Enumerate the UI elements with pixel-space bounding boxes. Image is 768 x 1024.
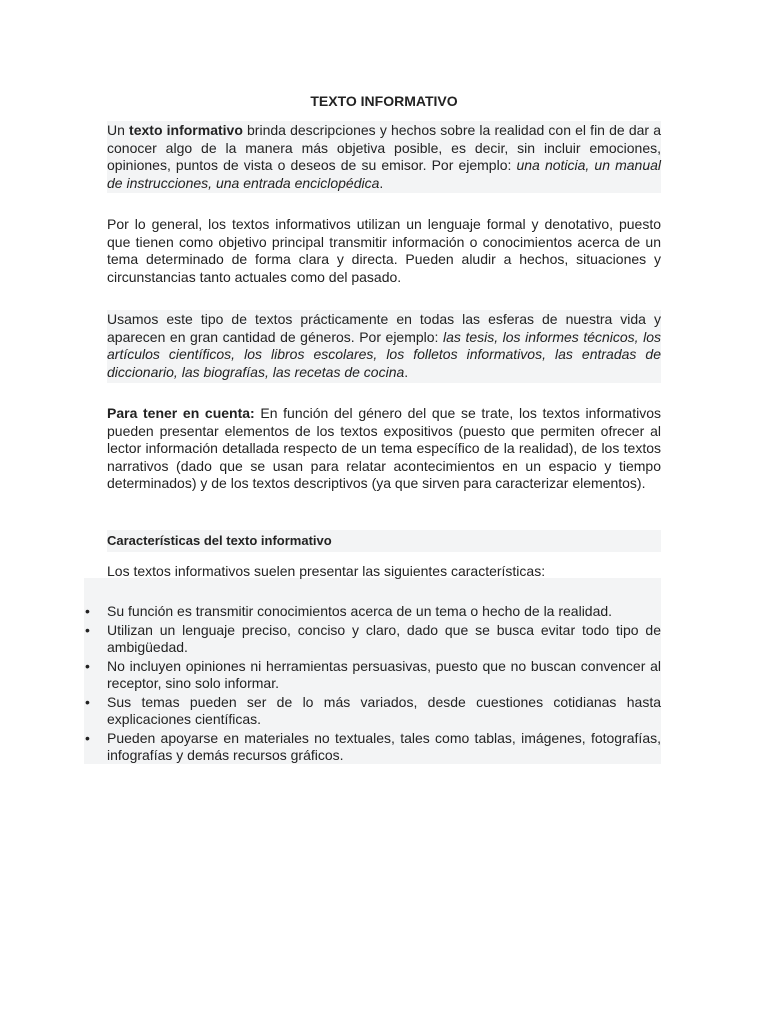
bullet-icon: • [85,621,90,638]
list-item [85,621,661,657]
paragraph-definition-term: texto informativo [129,122,243,138]
paragraph-note-body: En función del género del que se trate, los textos informativos pueden presentar elementos de los textos expositivos (puesto que permiten ofrecer al lector información detallada respecto de un tema específico de la realidad), de los textos narrativos (dado que se usan para relatar acontecimientos en un espacio y tiempo determinados) y de los textos descriptivos (ya que sirven para caracterizar elementos). [107,405,662,491]
paragraph-definition-end: . [379,174,384,191]
paragraph-definition-examples: una noticia, un manual de instrucciones, una entrada enciclopédica [107,157,662,191]
list-item-text: Sus temas pueden ser de lo más variados, desde cuestiones cotidianas hasta explicaciones científicas. [107,693,661,727]
paragraph-definition-body: brinda descripciones y hechos sobre la realidad con el fin de dar a conocer algo de la manera más objetiva posible, es decir, sin incluir emociones, opiniones, puntos de vista o deseos de su emisor. Por ejemplo: [107,122,661,173]
list-item-text: No incluyen opiniones ni herramientas persuasivas, puesto que no buscan convencer al receptor, sino solo informar. [107,657,661,691]
paragraph-definition [107,122,661,192]
paragraph-usage-end: . [404,363,409,380]
document-title: TEXTO INFORMATIVO [310,93,458,109]
list-item [85,693,661,729]
list-item [85,657,661,693]
paragraph-usage [107,311,661,381]
paragraph-definition-lead: Un [107,122,130,138]
list-item [85,603,661,621]
characteristics-list [85,603,661,766]
paragraph-usage-examples: las tesis, los informes técnicos, los artículos científicos, los libros escolares, los folletos informativos, las entradas de diccionario, las biografías, las recetas de cocina [107,328,662,380]
paragraph-note-lead: Para tener en cuenta: [107,405,255,421]
list-item [85,729,661,765]
section-intro: Los textos informativos suelen presentar las siguientes características: [107,563,546,579]
paragraph-note [107,405,661,493]
bullet-icon: • [85,657,90,674]
bullet-icon: • [85,729,90,746]
bullet-icon: • [85,603,90,619]
list-item-text: Utilizan un lenguaje preciso, conciso y claro, dado que se busca evitar todo tipo de ambigüedad. [107,621,661,655]
paragraph-general: Por lo general, los textos informativos utilizan un lenguaje formal y denotativo, puesto que tienen como objetivo principal transmitir información o conocimientos acerca de un tema determinado de forma clara y directa. Pueden aludir a hechos, situaciones y circunstancias tanto actuales como del pasado. [107,216,661,285]
bullet-icon: • [85,693,90,710]
paragraph-usage-body: Usamos este tipo de textos prácticamente en todas las esferas de nuestra vida y aparecen en gran cantidad de géneros. Por ejemplo: [107,311,661,345]
section-heading: Características del texto informativo [107,533,332,548]
list-item-text: Su función es transmitir conocimientos acerca de un tema o hecho de la realidad. [107,603,613,619]
list-item-text: Pueden apoyarse en materiales no textuales, tales como tablas, imágenes, fotografías, infografías y demás recursos gráficos. [107,729,661,763]
